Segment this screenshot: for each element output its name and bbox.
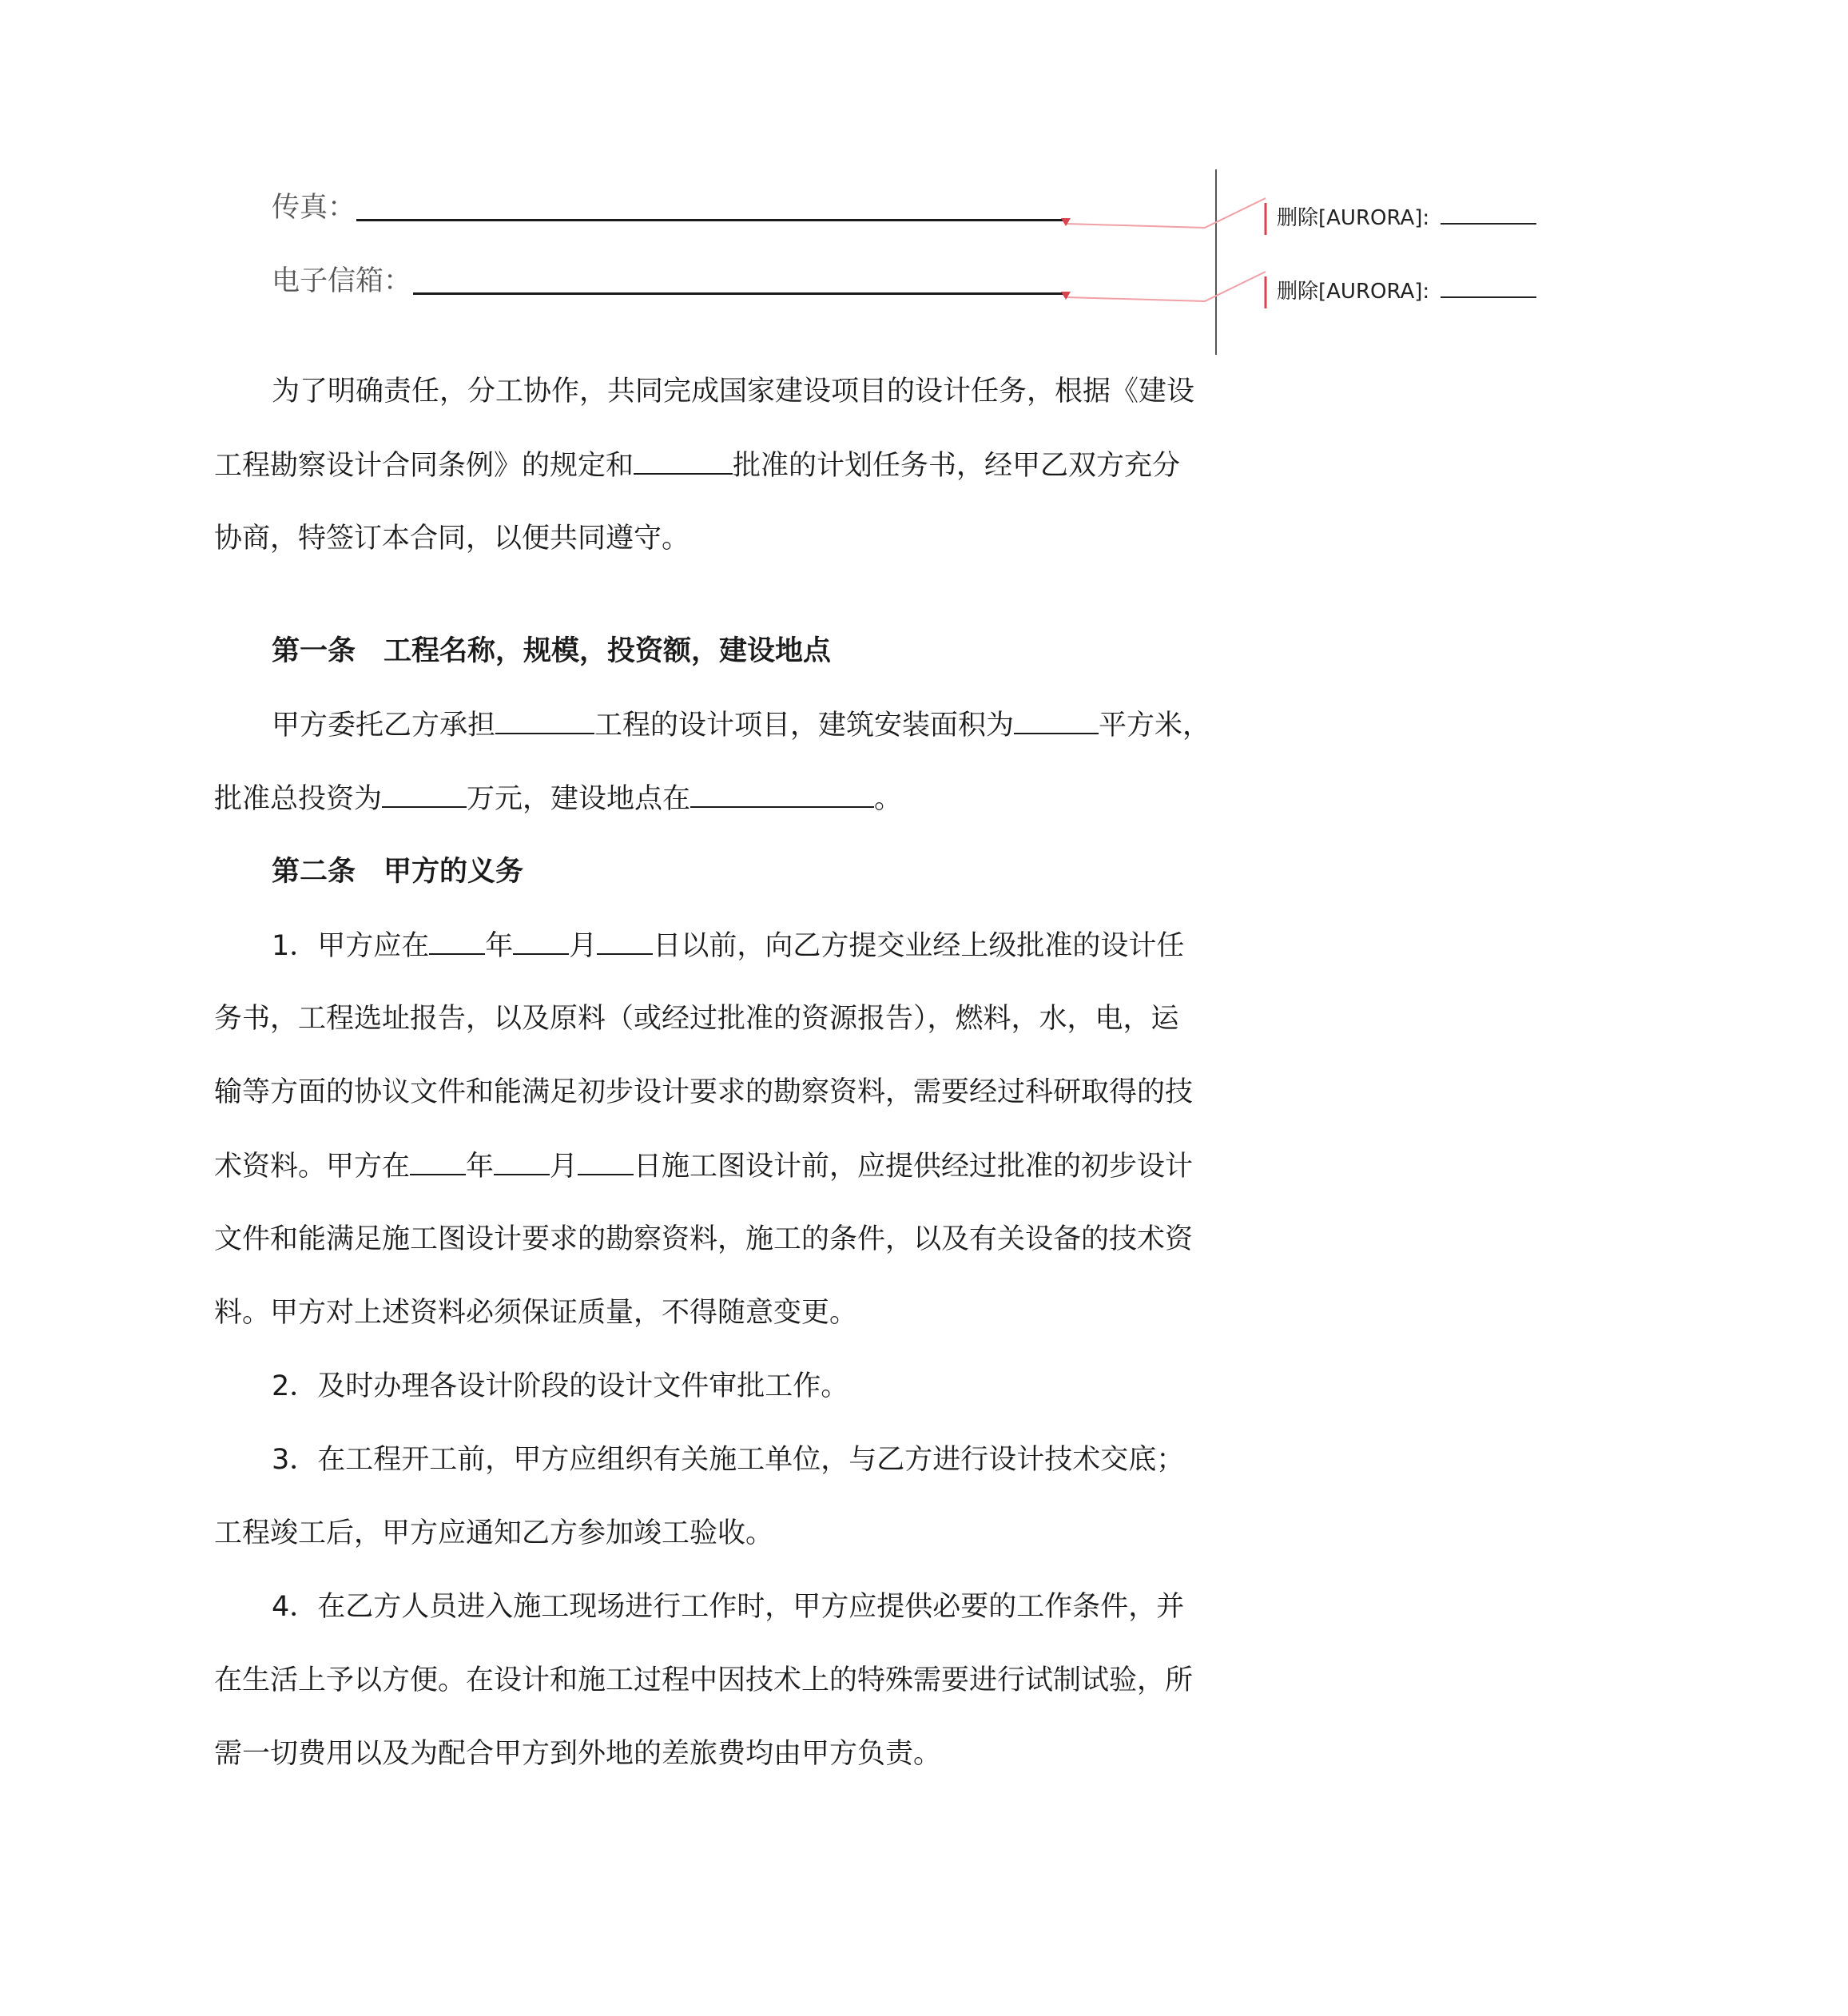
text-run: 1．甲方应在 (272, 930, 430, 962)
fill-blank[interactable] (634, 449, 733, 475)
comment-balloon-1[interactable] (1277, 205, 1536, 230)
article-2-p2: 2．及时办理各设计阶段的设计文件审批工作。 (272, 1370, 849, 1402)
comment-blank (1441, 279, 1536, 298)
text-run: 万元，建设地点在 (467, 783, 691, 815)
article-2-p1-line-1 (272, 929, 1184, 962)
article-2-heading: 第二条 甲方的义务 (272, 856, 524, 888)
article-2-p4-line-3: 需一切费用以及为配合甲方到外地的差旅费均由甲方负责。 (214, 1738, 942, 1770)
text-run: 。 (874, 783, 903, 815)
text-run: 术资料。甲方在 (214, 1151, 411, 1183)
area-blank[interactable] (1014, 709, 1099, 734)
article-2-p1-line-4 (214, 1150, 1193, 1183)
text-run: 日以前，向乙方提交业经上级批准的设计任 (653, 930, 1185, 962)
year-blank[interactable] (410, 1150, 466, 1175)
email-input-line[interactable] (413, 292, 1066, 295)
fax-label: 传真： (272, 192, 356, 224)
intro-line-2 (214, 449, 1180, 482)
article-2-p1-line-2: 务书，工程选址报告，以及原料（或经过批准的资源报告），燃料，水，电，运 (214, 1003, 1179, 1035)
email-label: 电子信箱： (272, 265, 412, 297)
text-run: 日施工图设计前，应提供经过批准的初步设计 (634, 1151, 1194, 1183)
fax-input-line[interactable] (356, 219, 1066, 221)
article-1-heading: 第一条 工程名称，规模，投资额，建设地点 (272, 635, 832, 667)
article-2-p3-line-1: 3．在工程开工前，甲方应组织有关施工单位，与乙方进行设计技术交底； (272, 1444, 1185, 1476)
day-blank[interactable] (597, 929, 653, 955)
year-blank[interactable] (429, 929, 485, 955)
text-run: 平方米， (1099, 710, 1211, 742)
article-1-line-2 (214, 782, 902, 815)
intro-line-3: 协商，特签订本合同，以便共同遵守。 (214, 523, 690, 555)
investment-blank[interactable] (382, 782, 467, 808)
comment-text: 删除[AURORA]: (1277, 206, 1430, 230)
text-run: 甲方委托乙方承担 (272, 710, 496, 742)
month-blank[interactable] (494, 1150, 550, 1175)
location-blank[interactable] (690, 782, 874, 808)
comment-connector-1 (1066, 198, 1266, 228)
text-run: 月 (569, 930, 598, 962)
article-1-line-1 (272, 709, 1210, 742)
text-run: 工程的设计项目，建筑安装面积为 (594, 710, 1015, 742)
text-run: 工程勘察设计合同条例》的规定和 (214, 450, 634, 482)
article-2-p1-line-3: 输等方面的协议文件和能满足初步设计要求的勘察资料，需要经过科研取得的技 (214, 1076, 1194, 1108)
text-run: 年 (485, 930, 514, 962)
comment-text: 删除[AURORA]: (1277, 280, 1430, 304)
text-run: 月 (550, 1151, 578, 1183)
project-name-blank[interactable] (495, 709, 594, 734)
article-2-p4-line-1: 4．在乙方人员进入施工现场进行工作时，甲方应提供必要的工作条件，并 (272, 1591, 1185, 1623)
article-2-p3-line-2: 工程竣工后，甲方应通知乙方参加竣工验收。 (214, 1517, 774, 1549)
article-2-p1-line-6: 料。甲方对上述资料必须保证质量，不得随意变更。 (214, 1297, 858, 1329)
article-2-p1-line-5: 文件和能满足施工图设计要求的勘察资料，施工的条件，以及有关设备的技术资 (214, 1223, 1194, 1255)
article-2-p4-line-2: 在生活上予以方便。在设计和施工过程中因技术上的特殊需要进行试制试验，所 (214, 1664, 1194, 1696)
comment-connector-2 (1066, 272, 1266, 301)
comment-blank (1441, 205, 1536, 225)
day-blank[interactable] (578, 1150, 634, 1175)
text-run: 批准的计划任务书，经甲乙双方充分 (733, 450, 1181, 482)
comment-balloon-2[interactable] (1277, 279, 1536, 304)
text-run: 年 (466, 1151, 495, 1183)
text-run: 批准总投资为 (214, 783, 383, 815)
month-blank[interactable] (513, 929, 569, 955)
intro-line-1: 为了明确责任，分工协作，共同完成国家建设项目的设计任务，根据《建设 (272, 376, 1195, 408)
